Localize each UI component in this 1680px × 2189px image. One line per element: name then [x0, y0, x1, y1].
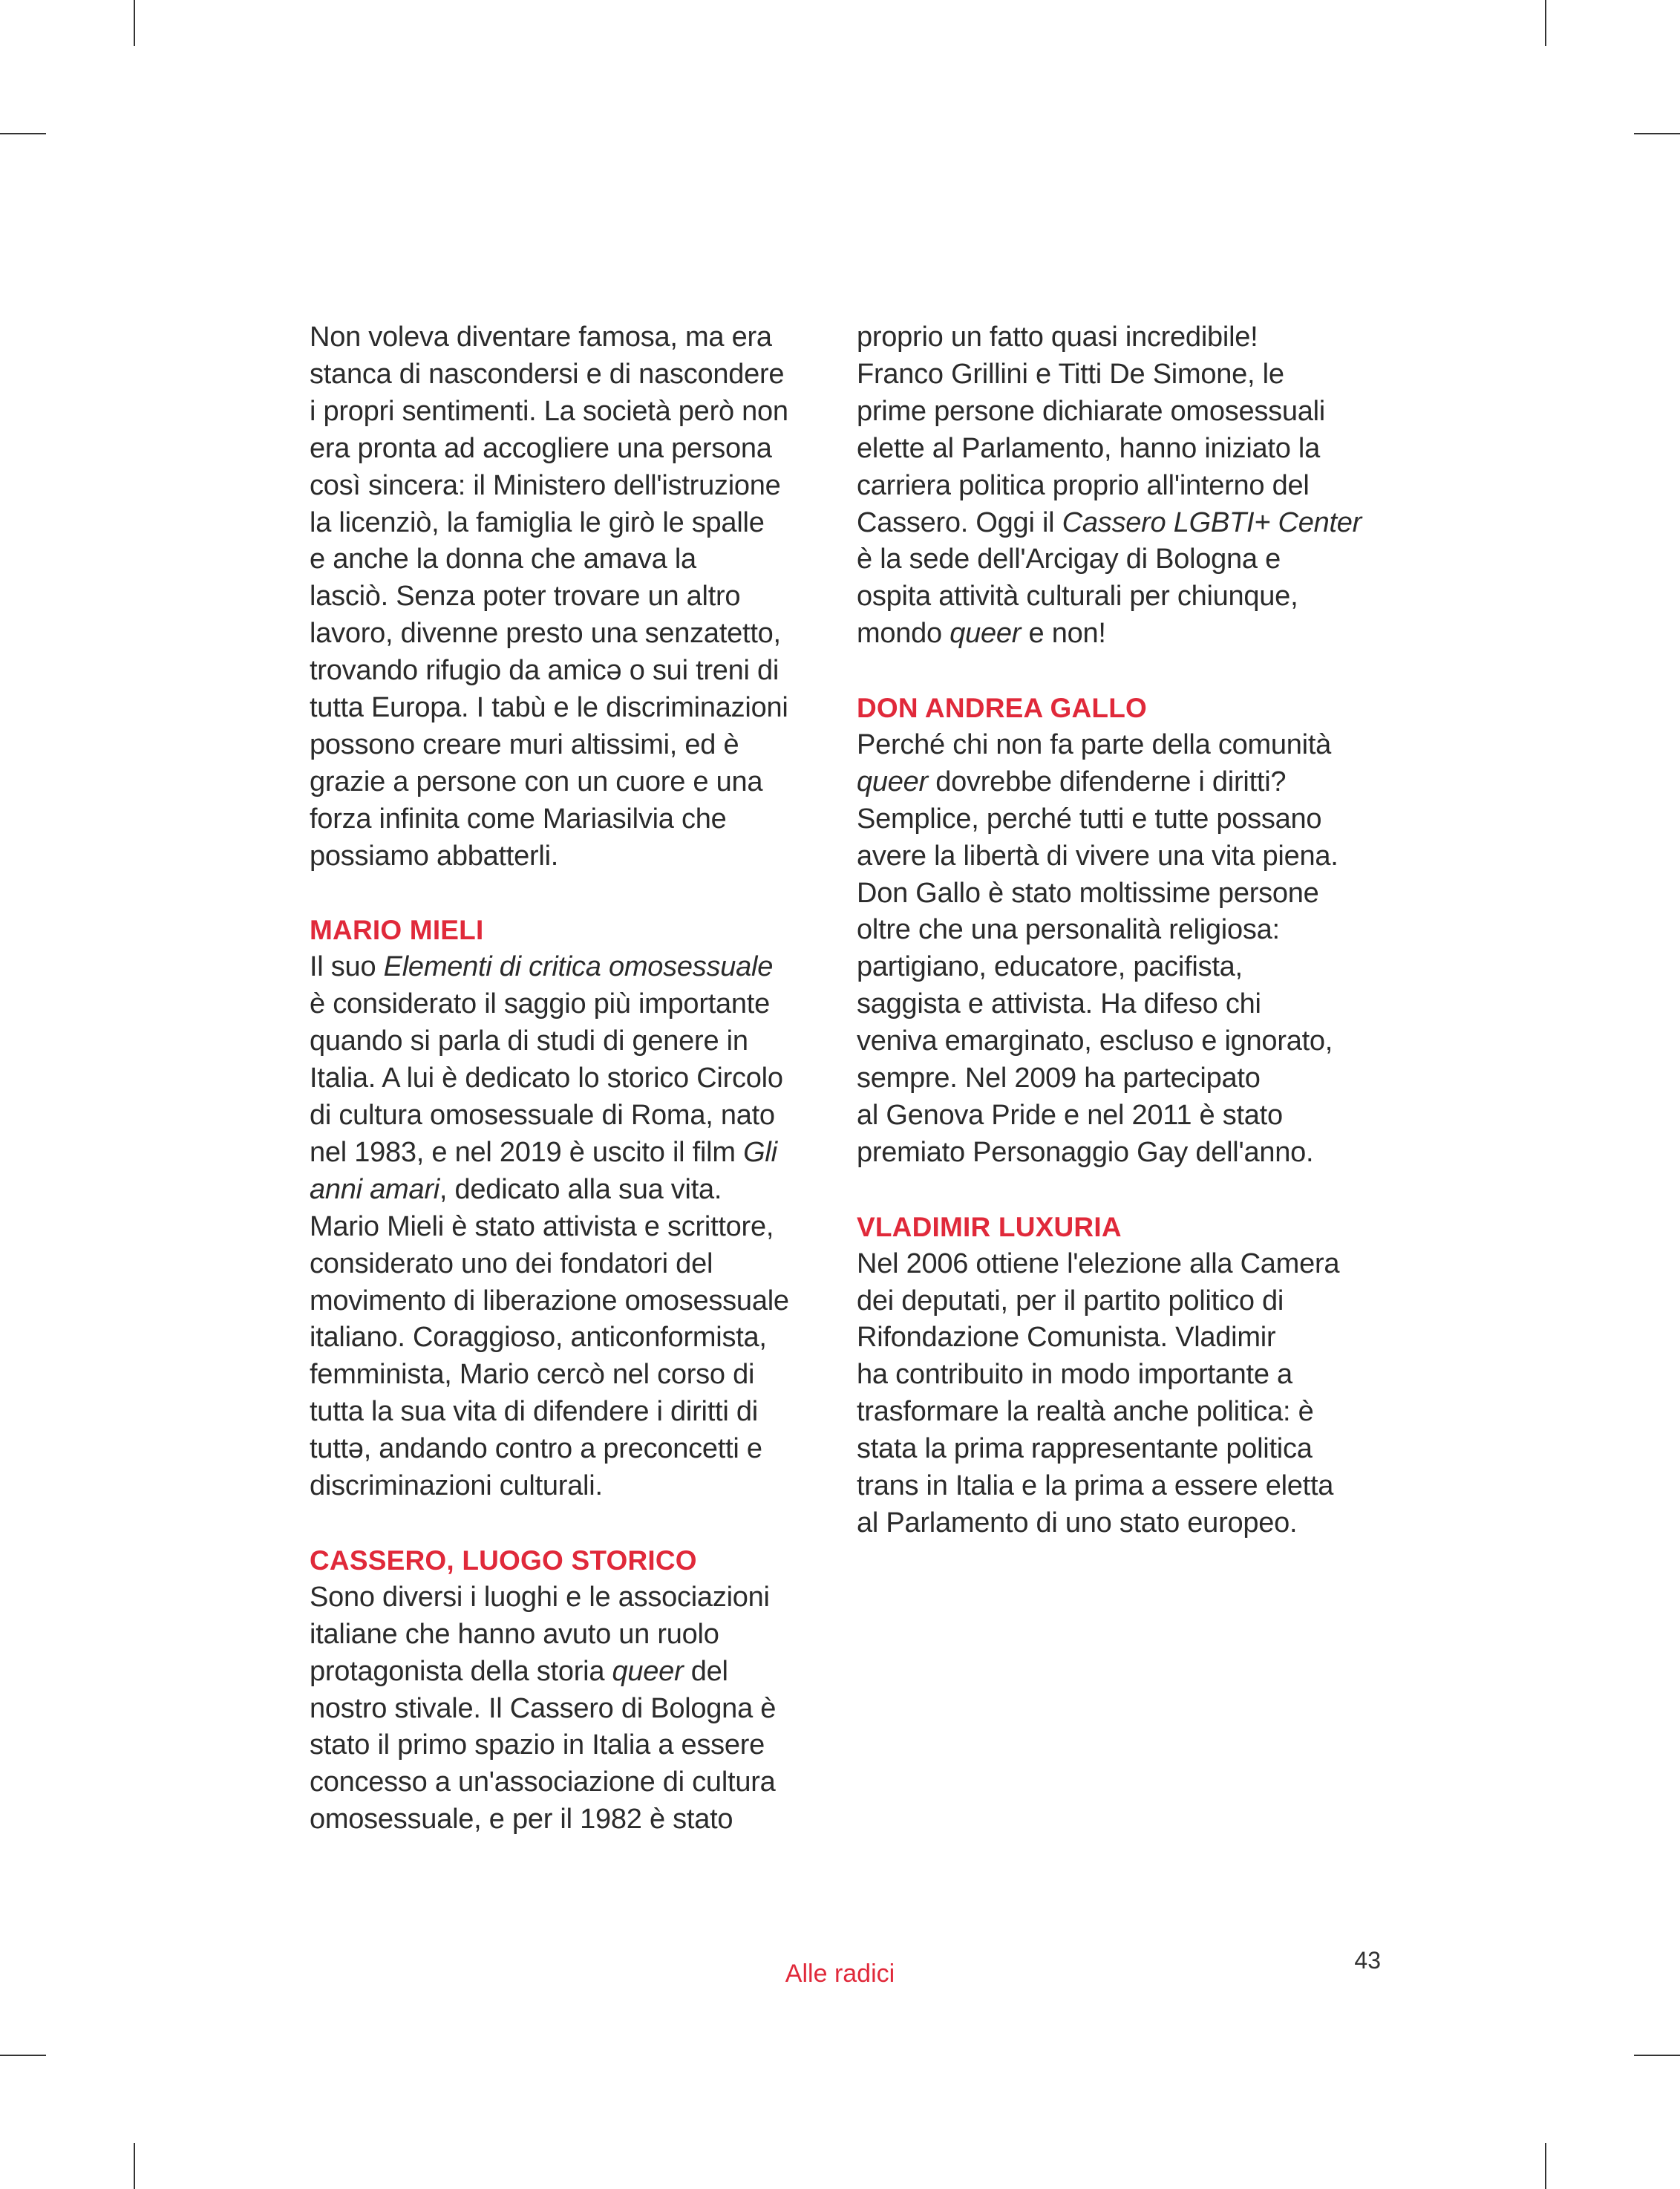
text-line: lasciò. Senza poter trovare un altro [310, 581, 741, 613]
text-line: Rifondazione Comunista. Vladimir [857, 1322, 1276, 1354]
text-run: Il suo [310, 951, 384, 983]
text-line: avere la libertà di vivere una vita piena. [857, 840, 1339, 872]
right-column [857, 319, 1376, 1542]
text-line: prime persone dichiarate omosessuali [857, 395, 1325, 427]
text-line: partigiano, educatore, pacifista, [857, 951, 1243, 983]
text-line: italiano. Coraggioso, anticonformista, [310, 1322, 767, 1354]
film-title: Gli [743, 1136, 777, 1168]
text-run: mondo [857, 618, 950, 650]
running-footer: Alle radici [785, 1960, 895, 1988]
text-line: è considerato il saggio più importante [310, 988, 770, 1020]
text-line: tutta Europa. I tabù e le discriminazioni [310, 692, 788, 724]
text-line: di cultura omosessuale di Roma, nato [310, 1100, 775, 1132]
text-line: quando si parla di studi di genere in [310, 1025, 748, 1057]
text-line: è la sede dell'Arcigay di Bologna e [857, 544, 1281, 575]
section-don-andrea-gallo [857, 690, 1376, 1172]
emphasis: queer [857, 766, 928, 797]
book-title: Elementi di critica omosessuale [383, 951, 774, 983]
section-heading: MARIO MIELI [310, 915, 484, 946]
text-line: così sincera: il Ministero dell'istruzione [310, 469, 781, 501]
text-line: trans in Italia e la prima a essere eletta [857, 1470, 1334, 1502]
text-line: stato il primo spazio in Italia a essere [310, 1729, 765, 1761]
text-line: proprio un fatto quasi incredibile! [857, 322, 1258, 353]
text-line: movimento di liberazione omosessuale [310, 1285, 789, 1317]
text-line [857, 505, 1376, 542]
section-vladimir-luxuria [857, 1209, 1376, 1542]
text-line: trasformare la realtà anche politica: è [857, 1396, 1314, 1428]
text-line: la licenziò, la famiglia le girò le spalle [310, 506, 765, 538]
text-line: Sono diversi i luoghi e le associazioni [310, 1581, 770, 1613]
crop-mark [134, 0, 135, 46]
film-title: anni amari [310, 1173, 439, 1205]
text-line: considerato uno dei fondatori del [310, 1247, 713, 1279]
text-run: , dedicato alla sua vita. [439, 1173, 722, 1205]
text-line: stata la prima rappresentante politica [857, 1433, 1313, 1465]
section-heading: DON ANDREA GALLO [857, 693, 1147, 724]
crop-mark [1634, 2055, 1680, 2056]
text-line [310, 1172, 829, 1209]
text-line [310, 1654, 829, 1691]
crop-mark [0, 133, 46, 134]
text-line: tuttə, andando contro a preconcetti e [310, 1433, 762, 1465]
text-line: i propri sentimenti. La società però non [310, 395, 788, 427]
text-line: elette al Parlamento, hanno iniziato la [857, 432, 1320, 464]
page-number: 43 [1354, 1947, 1381, 1974]
crop-mark [0, 2055, 46, 2056]
crop-mark [1545, 2143, 1546, 2189]
emphasis: queer [950, 618, 1022, 650]
text-line [857, 616, 1376, 653]
text-run: dovrebbe difenderne i diritti? [927, 766, 1287, 797]
section-heading: VLADIMIR LUXURIA [857, 1211, 1122, 1242]
text-line: tutta la sua vita di difendere i diritti di [310, 1396, 758, 1428]
text-line: Italia. A lui è dedicato lo storico Circolo [310, 1063, 783, 1094]
text-line: Non voleva diventare famosa, ma era [310, 322, 772, 353]
emphasis: queer [612, 1655, 684, 1687]
intro-paragraph [310, 319, 829, 875]
text-line: Perché chi non fa parte della comunità [857, 728, 1332, 760]
text-line: veniva emarginato, escluso e ignorato, [857, 1025, 1333, 1057]
section-heading: CASSERO, LUOGO STORICO [310, 1544, 697, 1576]
crop-mark [1634, 133, 1680, 134]
text-line: Franco Grillini e Titti De Simone, le [857, 358, 1284, 390]
text-line: al Genova Pride e nel 2011 è stato [857, 1100, 1283, 1132]
emphasis: Cassero LGBTI+ Center [1062, 506, 1362, 538]
text-line: Mario Mieli è stato attivista e scrittore, [310, 1210, 774, 1242]
text-line: e anche la donna che amava la [310, 544, 696, 575]
text-line: stanca di nascondersi e di nascondere [310, 358, 785, 390]
text-line: oltre che una personalità religiosa: [857, 914, 1280, 946]
text-line: Semplice, perché tutti e tutte possano [857, 803, 1322, 835]
text-line: forza infinita come Mariasilvia che [310, 803, 727, 835]
text-line: lavoro, divenne presto una senzatetto, [310, 618, 781, 650]
section-mario-mieli [310, 912, 829, 1505]
text-line: possono creare muri altissimi, ed è [310, 728, 739, 760]
text-run: e non! [1021, 618, 1106, 650]
text-line: premiato Personaggio Gay dell'anno. [857, 1136, 1314, 1168]
text-line: Don Gallo è stato moltissime persone [857, 877, 1319, 909]
text-line: al Parlamento di uno stato europeo. [857, 1507, 1298, 1539]
text-run: protagonista della storia [310, 1655, 612, 1687]
text-line: nostro stivale. Il Cassero di Bologna è [310, 1692, 777, 1724]
text-line [310, 1135, 829, 1172]
text-line: sempre. Nel 2009 ha partecipato [857, 1063, 1261, 1094]
text-line: Nel 2006 ottiene l'elezione alla Camera [857, 1247, 1340, 1279]
text-line: grazie a persone con un cuore e una [310, 766, 763, 797]
text-line: concesso a un'associazione di cultura [310, 1766, 776, 1798]
text-run: Cassero. Oggi il [857, 506, 1062, 538]
text-line: saggista e attivista. Ha difeso chi [857, 988, 1261, 1020]
text-line: possiamo abbatterli. [310, 840, 559, 872]
text-line: trovando rifugio da amicə o sui treni di [310, 655, 779, 687]
section-cassero [310, 1542, 829, 1839]
text-run: nel 1983, e nel 2019 è uscito il film [310, 1136, 744, 1168]
text-line: omosessuale, e per il 1982 è stato [310, 1804, 733, 1836]
text-run: del [683, 1655, 728, 1687]
text-line: ospita attività culturali per chiunque, [857, 581, 1298, 613]
text-line: ha contribuito in modo importante a [857, 1359, 1292, 1391]
crop-mark [1545, 0, 1546, 46]
text-line [310, 949, 829, 986]
text-line: era pronta ad accogliere una persona [310, 432, 772, 464]
section-cassero-continued [857, 319, 1376, 653]
text-line: italiane che hanno avuto un ruolo [310, 1618, 719, 1650]
text-line: dei deputati, per il partito politico di [857, 1285, 1284, 1317]
text-line: carriera politica proprio all'interno del [857, 469, 1310, 501]
text-line: femminista, Mario cercò nel corso di [310, 1359, 755, 1391]
left-column [310, 319, 829, 1839]
text-line [857, 764, 1376, 801]
crop-mark [134, 2143, 135, 2189]
text-line: discriminazioni culturali. [310, 1470, 603, 1502]
